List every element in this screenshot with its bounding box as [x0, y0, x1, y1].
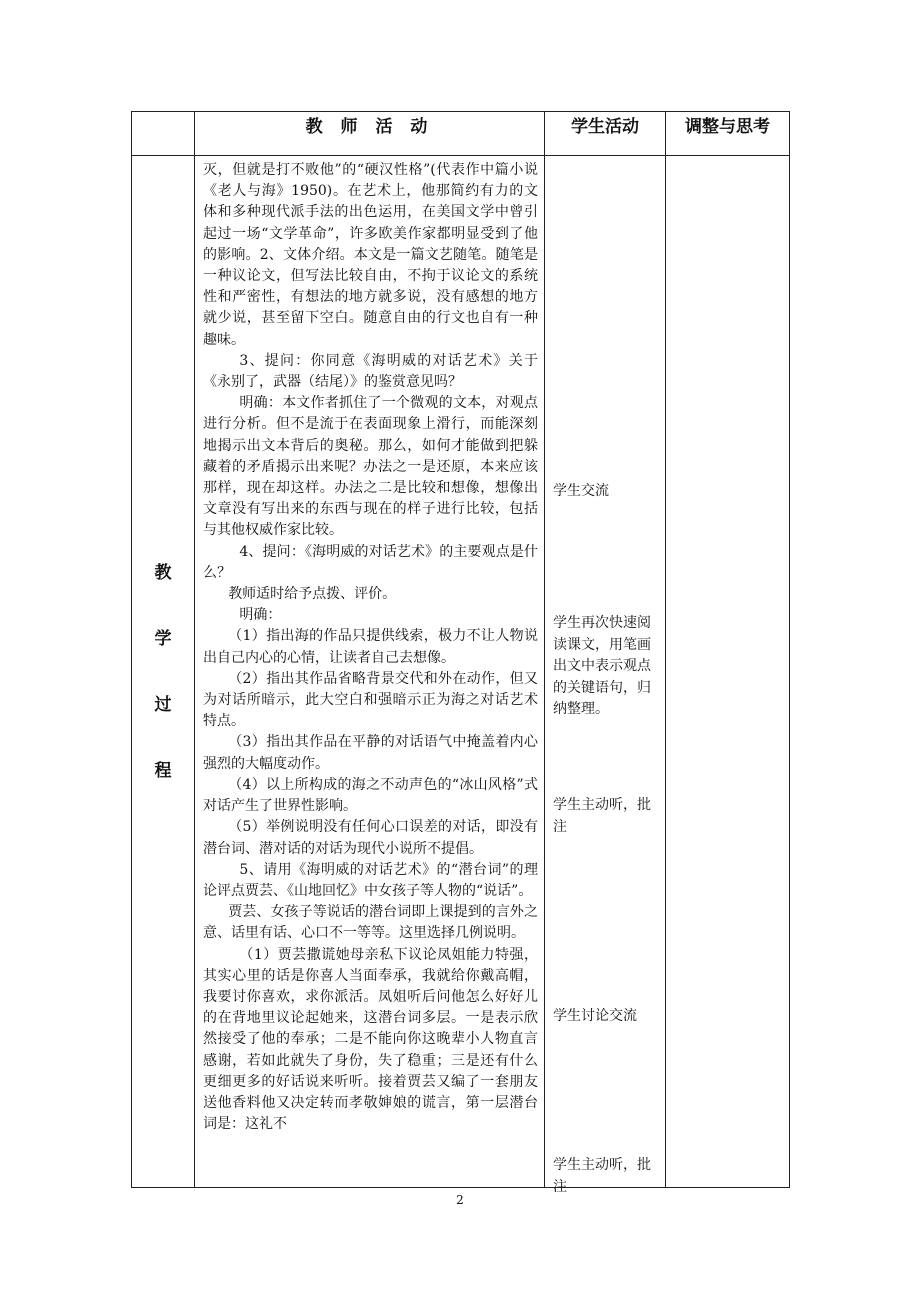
student-activity-item: 学生交流	[553, 483, 609, 499]
header-teacher-activity: 教 师 活 动	[195, 112, 545, 156]
lesson-plan-table	[131, 111, 790, 1195]
teacher-paragraph: （2）指出其作品省略背景交代和外在动作，但又为对话所暗示，此大空白和强暗示正为海之对话艺术特点。	[203, 670, 538, 730]
header-adjust-reflect: 调整与思考	[666, 112, 790, 156]
teacher-paragraph: （1）贾芸撒谎她母亲私下议论凤姐能力特强，其实心里的话是你喜人当面奉承，我就给你戴高帽，我要讨你喜欢，求你派活。凤姐听后问他怎么好好儿的在背地里议论起她来，这潜台词多层。一是表示欣然接受了他的奉承；二是不能向你这晚辈小人物直言感谢，若如此就失了身份，失了稳重；三是还有什么更细更多的好话说来听听。接着贾芸又编了一套朋友送他香料他又决定转而孝敬婶娘的谎言，第一层潜台词是：这礼不	[203, 946, 538, 1133]
student-activity-item: 学生主动听，批注	[553, 1157, 651, 1195]
teacher-paragraph: 5、请用《海明威的对话艺术》的“潜台词”的理论评点贾芸、《山地回忆》中女孩子等人物的“说话”。	[203, 861, 538, 899]
header-row	[132, 112, 790, 156]
adjust-reflect-cell	[666, 156, 790, 1188]
teacher-paragraph: （5）举例说明没有任何心口误差的对话，即没有潜台词、潜对话的对话为现代小说所不提倡。	[203, 819, 538, 857]
teacher-paragraph: 明确：本文作者抓住了一个微观的文本，对观点进行分析。但不是流于在表面现象上滑行，而能深刻地揭示出文本背后的奥秘。那么，如何才能做到把躲藏着的矛盾揭示出来呢？办法之一是还原，本来应该那样，现在却这样。办法之二是比较和想像，想像出文章没有写出来的东西与现在的样子进行比较，包括与其他权威作家比较。	[203, 395, 538, 539]
teacher-paragraph: （4）以上所构成的海之不动声色的“冰山风格”式对话产生了世界性影响。	[203, 776, 538, 815]
teacher-paragraph: 4、提问：《海明威的对话艺术》的主要观点是什么？	[203, 543, 538, 581]
teacher-paragraph: 明确：	[239, 607, 282, 624]
row-label-char: 过	[154, 694, 172, 715]
body-row	[132, 156, 790, 1188]
student-activity-item: 学生讨论交流	[553, 1008, 637, 1024]
teacher-paragraph: 灭，但就是打不败他”的“硬汉性格”(代表作中篇小说《老人与海》1950)。在艺术上，他那简约有力的文体和多种现代派手法的出色运用，在美国文学中曾引起过一场“文学革命”，许多欧美作家都明显受到了他的影响。2、文体介绍。本文是一篇文艺随笔。随笔是一种议论文，但写法比较自由，不拘于议论文的系统性和严密性，有想法的地方就多说，没有感想的地方就少说，甚至留下空白。随意自由的行文也自有一种趣味。	[203, 162, 538, 348]
teacher-paragraph: 教师适时给予点拨、评价。	[228, 586, 397, 603]
row-label-teaching-process	[153, 540, 173, 804]
student-activity-item: 学生主动听，批注	[553, 797, 651, 835]
teacher-paragraph: （3）指出其作品在平静的对话语气中掩盖着内心强烈的大幅度动作。	[203, 734, 538, 772]
row-label-char: 教	[154, 562, 172, 583]
teacher-paragraph: （1）指出海的作品只提供线索，极力不让人物说出自己内心的心情，让读者自己去想像。	[203, 628, 538, 666]
teacher-paragraph: 3、提问：你同意《海明威的对话艺术》关于《永别了，武器（结尾）》的鉴赏意见吗？	[203, 352, 538, 391]
header-student-activity: 学生活动	[545, 112, 666, 156]
row-label-char: 学	[154, 628, 172, 649]
header-blank-cell	[132, 112, 195, 156]
teacher-paragraph: 贾芸、女孩子等说话的潜台词即上课提到的言外之意、话里有话、心口不一等等。这里选择几例说明。	[203, 904, 538, 942]
row-label-cell	[132, 156, 195, 1188]
student-activity-cell	[545, 156, 666, 1195]
page-number: 2	[456, 1193, 464, 1207]
teacher-activity-cell	[195, 156, 545, 1188]
student-activity-item: 学生再次快速阅读课文，用笔画出文中表示观点的关键语句，归纳整理。	[553, 615, 651, 717]
row-label-char: 程	[154, 760, 172, 781]
